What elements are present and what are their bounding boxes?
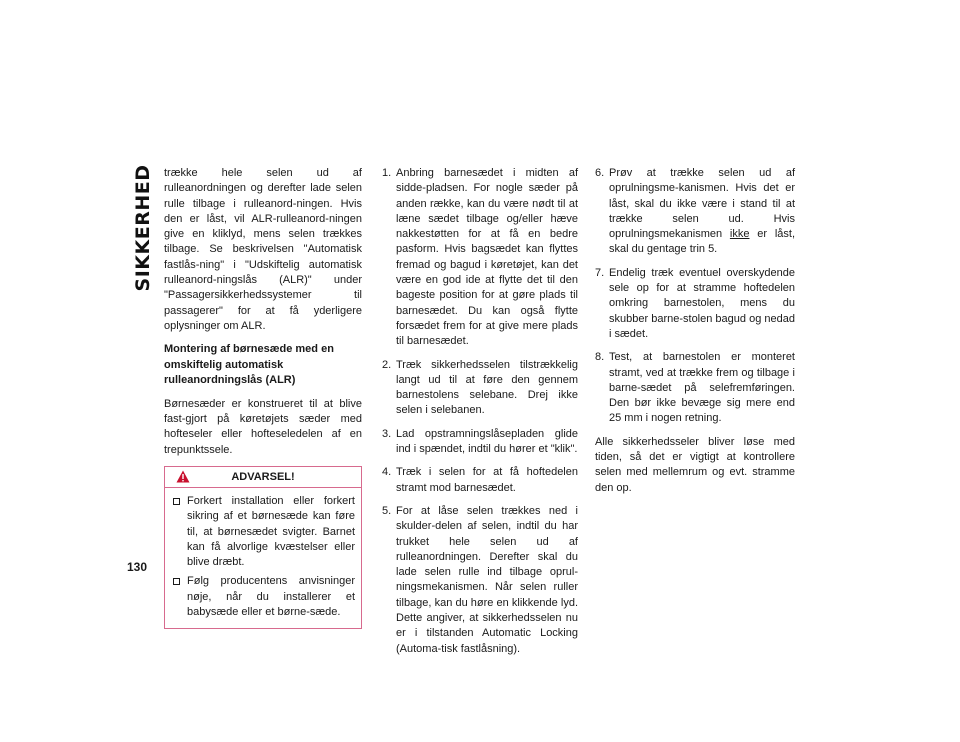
warning-item-text: Forkert installation eller forkert sikring af et børnesæde kan føre til, at børnesædet svigter. Barnet kan få alvorlige kvæstelser eller blive dræbt. — [187, 494, 355, 569]
step-number: 2. — [382, 358, 392, 371]
step-text: Træk sikkerhedsselen tilstrækkelig langt ud til at føre den gennem barnestolens selebane. Drej ikke selen i selebanen. — [396, 358, 578, 417]
warning-triangle-icon — [176, 470, 190, 483]
warning-box — [164, 466, 362, 629]
body-paragraph: Børnesæder er konstrueret til at blive fast-gjort på køretøjets sæder med hofteseler eller hofteseledelen af en trepunktssele. — [164, 397, 362, 456]
step-text-before: Prøv at trække selen ud af oprulningsme-kanismen. Hvis det er låst, skal du ikke være i stand til at trække selen ud. Hvis oprulningsmekanismen — [609, 167, 795, 241]
steps-list-continued — [595, 166, 795, 427]
step-text: Endelig træk eventuel overskydende sele op for at stramme hoftedelen omkring barnestolen, mens du skubber barne-stolen bagud og nedad i sædet. — [609, 266, 795, 340]
page-number: 130 — [127, 560, 148, 574]
step-item — [382, 358, 578, 419]
step-number: 6. — [595, 167, 605, 179]
step-text-after: er låst, skal du gentage trin 5. — [609, 228, 795, 256]
closing-paragraph: Alle sikkerhedsseler bliver løse med tiden, så det er vigtigt at kontrollere selen med mellemrum og evt. stramme den op. — [595, 435, 795, 494]
warning-item — [171, 574, 355, 620]
step-text: Test, at barnestolen er monteret stramt, ved at trække frem og tilbage i barne-sædet på selefremføringen. Den bør ikke bevæge sig mere end 25 mm i nogen retning. — [609, 351, 795, 425]
step-item — [382, 427, 578, 458]
warning-title: ADVARSEL! — [231, 470, 295, 483]
column-middle — [382, 166, 578, 665]
step-item — [595, 266, 795, 342]
step-text: Træk i selen for at få hoftedelen stramt mod barnesædet. — [396, 466, 578, 494]
section-tab — [128, 164, 158, 291]
step-number: 3. — [382, 427, 392, 440]
step-item — [595, 166, 795, 258]
square-bullet-icon — [173, 578, 180, 585]
step-item — [595, 350, 795, 426]
step-item — [382, 504, 578, 657]
warning-list — [165, 494, 361, 620]
square-bullet-icon — [173, 498, 180, 505]
step-text-emphasis: ikke — [729, 228, 750, 241]
section-heading: Montering af børnesæde med en omskiftelig automatisk rulleanordningslås (ALR) — [164, 343, 334, 387]
column-left — [164, 166, 362, 629]
step-number: 7. — [595, 266, 605, 279]
step-text: Anbring barnesædet i midten af sidde-pladsen. For nogle sæder på anden række, kan du være nødt til at læne sædet tilbage og/eller hæve nakkestøtten for at få en bedre pasform. Hvis bagsædet kan flyttes fremad og bagud i køretøjet, kan det være en god ide at flytte det til den bageste position for at gøre plads til barnesædet. Du kan også flytte forsædet frem for at give mere plads til barnesædet. — [396, 167, 578, 348]
step-number: 4. — [382, 466, 392, 479]
warning-item — [171, 494, 355, 570]
step-item — [382, 465, 578, 496]
warning-item-text: Følg producentens anvisninger nøje, når du installerer et babysæde eller et børne-sæde. — [187, 575, 355, 619]
steps-list — [382, 166, 578, 657]
step-text: Lad opstramningslåsepladen glide ind i spændet, indtil du hører et "klik". — [396, 427, 578, 456]
step-number: 1. — [382, 167, 392, 179]
intro-paragraph: trække hele selen ud af rulleanordningen og derefter lade selen rulle tilbage i rulleanord-ningen. Hvis den er låst, vil ALR-rulleanord-ningen give en kliklyd, mens selen trækkes tilbage. Se beskrivelsen "Automatisk fastlås-ning" i "Udskiftelig automatisk rulleanord-ningslås (ALR)" under "Passagersikkerhedssystemer til passagerer" for at få yderligere oplysninger om ALR. — [164, 167, 362, 332]
step-item — [382, 166, 578, 350]
step-number: 5. — [382, 504, 392, 517]
section-tab-label: SIKKERHED — [132, 164, 154, 291]
step-number: 8. — [595, 351, 605, 364]
column-right — [595, 166, 795, 504]
warning-header — [165, 467, 361, 488]
step-text: For at låse selen trækkes ned i skulder-delen af selen, indtil du har trukket hele selen ud af rulleanordningen. Derefter skal du lade selen rulle ind tilbage oprul-ningsmekanismen. Når selen ruller tilbage, kan du høre en klikkende lyd. Dette angiver, at sikkerhedsselen nu er i tilstanden Automatic Locking (Automa-tisk fastlåsning). — [396, 504, 578, 655]
